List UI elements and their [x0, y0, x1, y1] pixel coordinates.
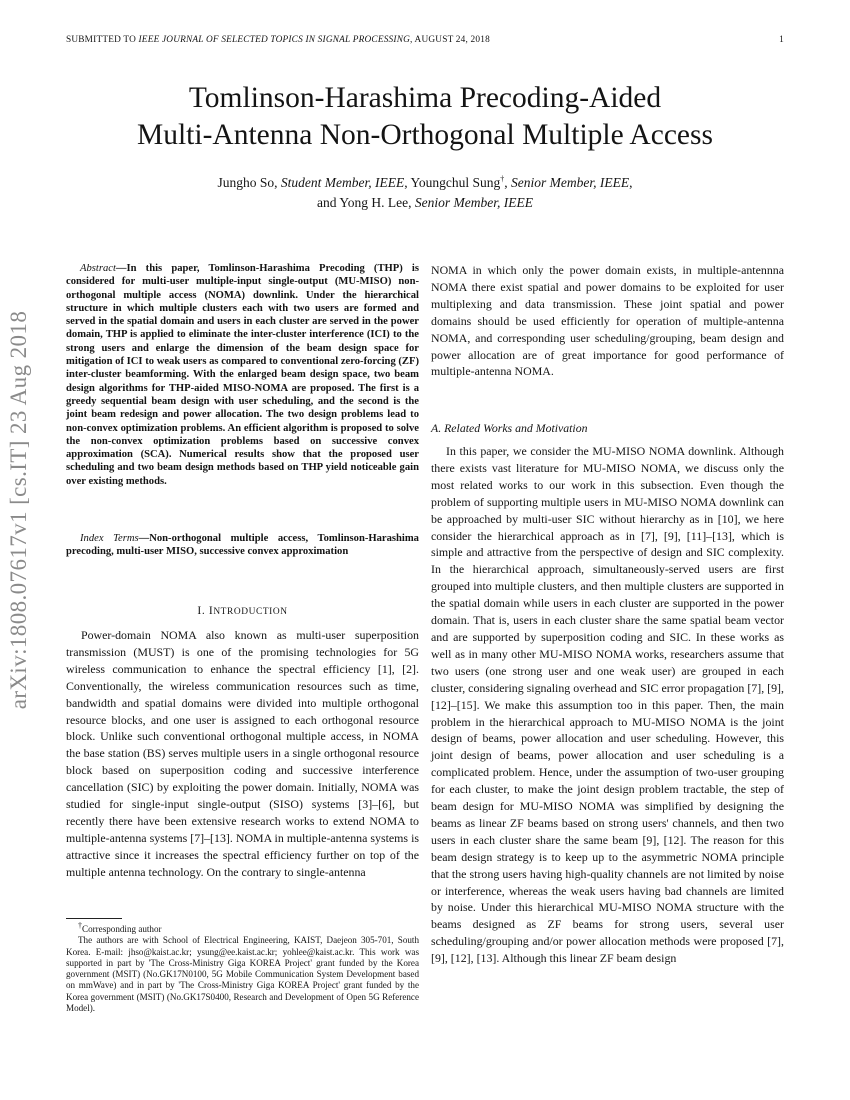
- author-line-1: [80, 173, 770, 193]
- related-works-paragraph: In this paper, we consider the MU-MISO NOMA downlink. Although there exists vast literature for MU-MISO NOMA, we discuss only the most related works to our work in this subsection. Even though the problem of supporting multiple users in MU-MISO NOMA downlink can be approached by multi-user SIC without hierarchy as in [10], we here consider the hierarchical approach as in [7], [9], [11]–[13], which is simple and attractive from the perspective of design and SIC complexity. In the hierarchical approach, simultaneously-served users are first grouped into multiple clusters, and then multiple clusters are supported in the spatial domain while users in each cluster are supported in the power domain. That is, users in each cluster share the same spatial beam vector and are supported by superposition coding and SIC. In these works as well as in many other MU-MISO NOMA works, researchers assume that two users (one strong user and one weak user) are grouped in each cluster, considering signaling overhead and SIC error propagation [7], [9], [12]–[15]. We make this assumption too in this paper. Then, the main problem in the hierarchical approach to MU-MISO NOMA is the joint design of beams, power allocation and user scheduling. However, this joint design of beams, power allocation and user scheduling is a complicated problem. Hence, under the assumption of two-user grouping for each cluster, to make the joint design problem tractable, the step of beam design for MU-MISO NOMA was simplified by designing the beams as linear ZF beams based on strong users' channels, and then two users in each cluster share the same beam [9], [12]. The reason for this beam design strategy is to keep up to the asymmetric NOMA principle that the strong users having high-quality channels are not limited by noise or interference, whereas the weak users having bad channels are limited by noise. Under this hierarchical MU-MISO NOMA structure with the beams designed as ZF beams for strong users, several user scheduling/grouping and/or power allocation methods were proposed [7], [9], [12], [13]. Although this linear ZF beam design: [431, 444, 784, 966]
- right-column-continuation: [431, 262, 784, 380]
- running-header-left: [66, 35, 490, 45]
- paper-title: [60, 80, 790, 154]
- abstract-label: Abstract: [80, 263, 116, 274]
- footnote-mark: †: [78, 920, 82, 930]
- introduction-paragraph: Power-domain NOMA also known as multi-user superposition transmission (MUST) is one of the promising technologies for 5G wireless communication to enhance the spectral efficiency [1], [2]. Conventionally, the wireless communication resources such as time, bandwidth and spatial domains were divided into multiple orthogonal resource blocks, and one user is assigned to each orthogonal resource block. Unlike such conventional orthogonal multiple access, in NOMA the base station (BS) serves multiple users in a single orthogonal resource block based on superposition coding and successive interference cancellation (SIC) by exploiting the power domain. Initially, NOMA was studied for single-input single-output (SISO) systems [3]–[6], but recently there have been extensive research works to extend NOMA to multiple-antenna systems [7]–[13]. NOMA in multiple-antenna systems is attractive since it increases the spectral efficiency further on top of the multiple antenna technology. On the contrary to single-antenna: [66, 628, 419, 879]
- author-block: [80, 173, 770, 213]
- section-title-rest: NTRODUCTION: [213, 607, 288, 617]
- section-initial: I: [208, 604, 214, 617]
- index-terms-label: Index Terms: [80, 533, 139, 544]
- footnote-corresponding-text: Corresponding author: [82, 924, 162, 934]
- author-separator: ,: [404, 175, 411, 190]
- abstract: [66, 262, 419, 488]
- author-separator: ,: [504, 175, 512, 190]
- abstract-text: —In this paper, Tomlinson-Harashima Precoding (THP) is considered for multi-user multiple-input single-output (MU-MISO) non-orthogonal multiple access (NOMA) downlink. Under the hierarchical structure in which multiple clusters each with two users are formed and served in the spatial domain and users in each cluster are served in the power domain, THP is applied to eliminate the inter-cluster interference (ICI) to the strong users and enlarge the dimension of the beam design space for mitigation of ICI to weak users as compared to conventional zero-forcing (ZF) inter-cluster beamforming. With the enlarged beam design space, two beam design algorithms for THP-aided MISO-NOMA are proposed. The first is a greedy sequential beam design with user scheduling, and the second is the joint beam redesign and power allocation. The two design problems lead to non-convex optimization problems. An efficient algorithm is proposed to solve the non-convex optimization problems based on successive convex approximation (SCA). Numerical results show that the proposed user scheduling and two beam design methods based on THP yield noticeable gain over existing methods.: [66, 263, 419, 487]
- corresponding-mark: †: [500, 174, 505, 184]
- subsection-heading-related-works: A. Related Works and Motivation: [431, 421, 588, 435]
- author-1-name: Jungho So,: [217, 175, 281, 190]
- footnote-affiliation: The authors are with School of Electrical Engineering, KAIST, Daejeon 305-701, South Korea. E-mail: jhso@kaist.ac.kr; ysung@ee.kaist.ac.kr; yohlee@kaist.ac.kr. This work was supported in part by 'The Cross-Ministry Giga KOREA Project' grant funded by the Korea government (MSIT) (No.GK17N0100, 5G Mobile Communication System Development based on mmWave) and in part by 'The Cross-Ministry Giga KOREA Project' grant funded by the Korea government (MSIT) (No.GK17S0400, Research and Development of Open 5G Reference Model).: [66, 935, 419, 1014]
- header-prefix: SUBMITTED TO: [66, 35, 139, 45]
- related-works-body: [431, 443, 784, 967]
- continuation-paragraph: NOMA in which only the power domain exists, in multiple-antennna NOMA there exist spatial and power domains to be exploited for user multiplexing and data transmission. These joint spatial and power domains should be used efficiently for operation of multiple-antenna NOMA, and corresponding user scheduling/grouping, beam design and power allocation are of great importance for good performance of multiple-antenna NOMA.: [431, 263, 784, 379]
- footnotes: [66, 920, 419, 1014]
- author-separator: ,: [629, 175, 633, 190]
- header-date: , AUGUST 24, 2018: [410, 35, 490, 45]
- author-2-role: Senior Member, IEEE: [511, 175, 630, 190]
- author-3-role: Senior Member, IEEE: [414, 195, 533, 210]
- author-3-name: and Yong H. Lee,: [317, 195, 415, 210]
- introduction-body: [66, 627, 419, 881]
- index-terms: [66, 532, 419, 559]
- header-journal: IEEE JOURNAL OF SELECTED TOPICS IN SIGNAL PROCESSING: [138, 35, 411, 45]
- author-2-name: Youngchul Sung: [410, 175, 501, 190]
- footnote-corresponding: [66, 920, 419, 935]
- title-line-2: Multi-Antenna Non-Orthogonal Multiple Access: [137, 119, 713, 151]
- section-heading-introduction: [66, 604, 419, 617]
- page-number: 1: [779, 35, 784, 45]
- author-1-role: Student Member, IEEE: [280, 175, 405, 190]
- arxiv-stamp: arXiv:1808.07617v1 [cs.IT] 23 Aug 2018: [6, 310, 31, 710]
- title-line-1: Tomlinson-Harashima Precoding-Aided: [188, 82, 662, 114]
- running-header: [66, 35, 784, 49]
- footnote-rule: [66, 918, 122, 919]
- section-numeral: I.: [197, 604, 209, 617]
- index-terms-text: —Non-orthogonal multiple access, Tomlinson-Harashima precoding, multi-user MISO, successive convex approximation: [66, 533, 419, 558]
- author-line-2: [80, 193, 770, 213]
